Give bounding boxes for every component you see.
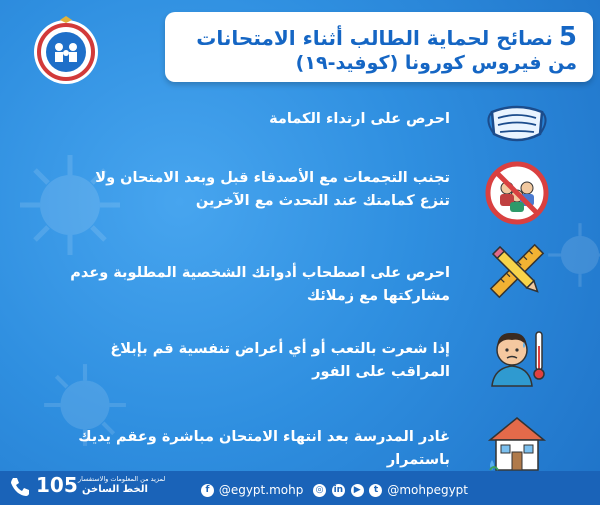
instagram-icon[interactable]: ◎	[313, 484, 326, 497]
face-mask-icon	[484, 90, 550, 156]
social-right-text: mohpegypt	[399, 483, 468, 497]
title-box	[165, 12, 593, 82]
hotline-label: الخط الساخن	[82, 484, 148, 495]
title-text-1: نصائح لحماية الطالب أثناء الامتحانات	[196, 26, 553, 50]
title-line-1	[196, 22, 577, 52]
sick-student-thermometer-icon	[484, 322, 550, 388]
phone-icon	[8, 475, 32, 499]
social-left-handle[interactable]: f @egypt.mohp	[200, 483, 303, 497]
ministry-of-health-logo	[30, 14, 102, 86]
pencil-ruler-icon	[484, 238, 550, 304]
no-gathering-icon	[484, 160, 550, 226]
tip-4-text: إذا شعرت بالتعب أو أي أعراض تنفسية قم بإبلاغ المراقب على الفور	[110, 341, 450, 380]
linkedin-icon[interactable]: in	[333, 485, 344, 495]
hotline	[8, 473, 166, 501]
social-right-handle[interactable]: ◎ in ▶ t @mohpegypt	[312, 483, 468, 497]
social-left-text: egypt.mohp	[230, 483, 304, 497]
tip-3-text: احرص على اصطحاب أدواتك الشخصية المطلوبة وعدم مشاركتها مع زملائك	[70, 265, 450, 304]
tip-2-text: تجنب التجمعات مع الأصدقاء قبل وبعد الامتحان ولا تنزع كمامتك عند التحدث مع الآخرين	[95, 170, 450, 209]
hotline-number: 105	[36, 473, 78, 497]
hotline-subtitle: لمزيد من المعلومات والاستفسار	[78, 475, 166, 483]
title-number: 5	[558, 22, 577, 52]
facebook-icon[interactable]: f	[201, 484, 214, 497]
school-hand-wash-icon	[484, 410, 550, 476]
twitter-icon[interactable]: t	[369, 484, 382, 497]
title-line-2: من فيروس كورونا (كوفيد-١٩)	[295, 52, 577, 74]
tip-5-text: غادر المدرسة بعد انتهاء الامتحان مباشرة وعقم يديك باستمرار	[78, 429, 450, 468]
youtube-icon[interactable]: ▶	[351, 484, 364, 497]
tip-1-text: احرص على ارتداء الكمامة	[269, 111, 450, 127]
virus-decoration-icon	[545, 220, 600, 290]
